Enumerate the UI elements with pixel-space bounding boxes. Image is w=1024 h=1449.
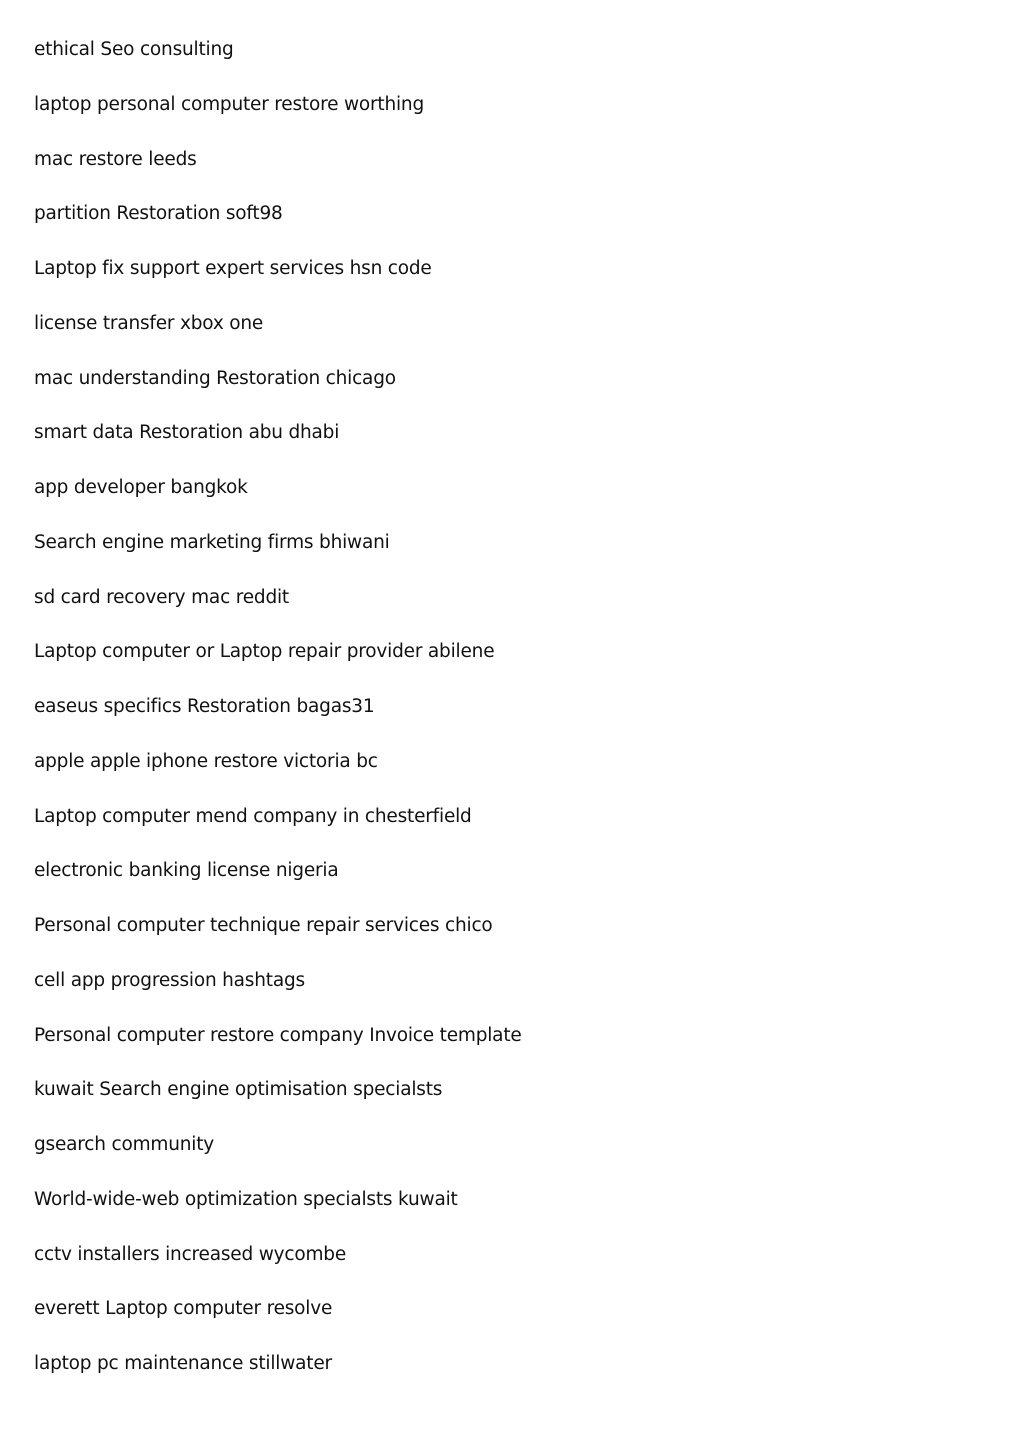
list-item: easeus specifics Restoration bagas31 xyxy=(34,696,375,717)
list-item: laptop pc maintenance stillwater xyxy=(34,1353,332,1374)
list-item: cctv installers increased wycombe xyxy=(34,1243,347,1265)
list-item: apple apple iphone restore victoria bc xyxy=(34,750,378,772)
list-item: laptop personal computer restore worthing xyxy=(34,93,424,115)
list-item: cell app progression hashtags xyxy=(34,969,305,991)
list-item: kuwait Search engine optimisation specialsts xyxy=(34,1079,443,1101)
list-item: World-wide-web optimization specialsts kuwait xyxy=(34,1188,458,1210)
list-item: license transfer xbox one xyxy=(34,312,264,334)
list-item: smart data Restoration abu dhabi xyxy=(34,422,340,444)
keyword-list xyxy=(34,36,522,1405)
list-item: everett Laptop computer resolve xyxy=(34,1298,333,1320)
list-item: Personal computer technique repair services chico xyxy=(34,915,493,936)
list-item: electronic banking license nigeria xyxy=(34,860,339,882)
list-item: partition Restoration soft98 xyxy=(34,203,283,225)
list-item: Laptop computer mend company in chesterfield xyxy=(34,805,472,827)
list-item: mac restore leeds xyxy=(34,148,197,170)
list-item: ethical Seo consulting xyxy=(34,39,234,60)
list-item: Laptop fix support expert services hsn code xyxy=(34,258,432,279)
list-item: app developer bangkok xyxy=(34,477,248,498)
list-item: gsearch community xyxy=(34,1134,215,1155)
list-item: Search engine marketing firms bhiwani xyxy=(34,531,390,553)
list-item: Laptop computer or Laptop repair provider abilene xyxy=(34,641,495,663)
list-item: mac understanding Restoration chicago xyxy=(34,367,396,389)
list-item: sd card recovery mac reddit xyxy=(34,586,289,608)
list-item: Personal computer restore company Invoice template xyxy=(34,1024,522,1046)
